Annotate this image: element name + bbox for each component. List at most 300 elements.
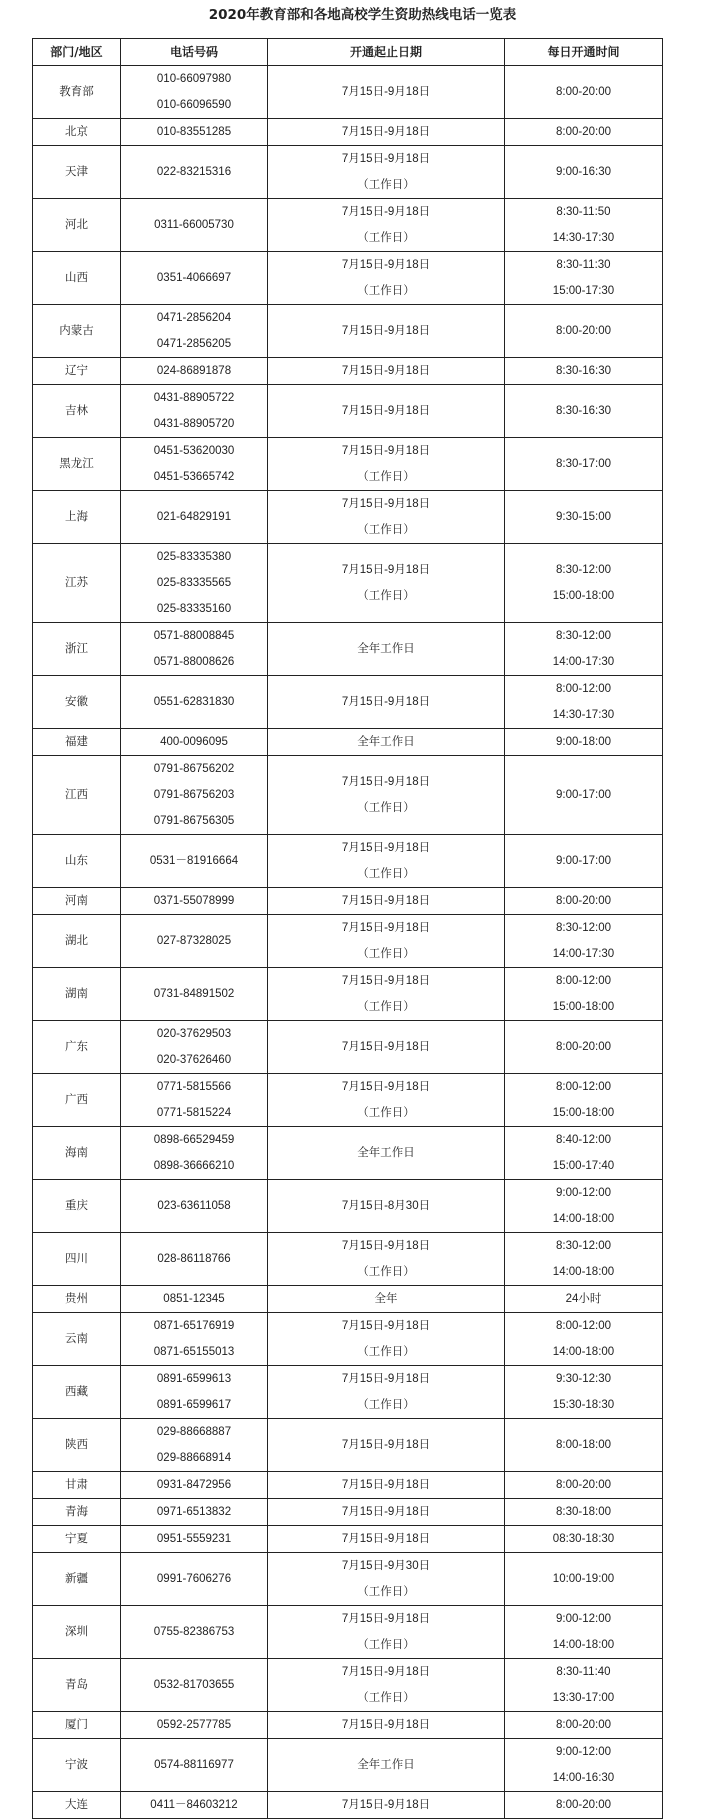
phone-cell [121, 1127, 268, 1180]
table-row [33, 66, 663, 119]
dates-cell [268, 1286, 505, 1313]
region-cell: 厦门 [33, 1712, 121, 1739]
hours-line: 15:30-18:30 [552, 1399, 615, 1411]
dates-cell [268, 1659, 505, 1712]
phone-line: 0371-55078999 [153, 895, 235, 907]
dates-cell [268, 438, 505, 491]
hours-cell [505, 1074, 663, 1127]
hours-line: 8:00-20:00 [556, 1719, 611, 1731]
dates-cell [268, 1712, 505, 1739]
hours-line: 9:00-12:00 [556, 1613, 611, 1625]
table-row [33, 1739, 663, 1792]
hours-line: 8:00-20:00 [556, 86, 611, 98]
region-cell: 辽宁 [33, 358, 121, 385]
dates-line: （工作日） [357, 868, 415, 880]
dates-cell [268, 252, 505, 305]
region-cell: 湖北 [33, 915, 121, 968]
phone-line: 0574-88116977 [154, 1759, 234, 1771]
dates-line: 7月15日-9月18日 [341, 1041, 431, 1053]
hours-line: 8:30-12:00 [556, 630, 611, 642]
phone-line: 0531－81916664 [149, 855, 239, 867]
region-cell: 重庆 [33, 1180, 121, 1233]
hours-line: 14:30-17:30 [552, 232, 615, 244]
hotline-table [32, 38, 663, 1819]
hours-line: 14:00-18:00 [552, 1639, 615, 1651]
dates-line: 7月15日-9月18日 [341, 405, 431, 417]
dates-line: 7月15日-9月18日 [341, 1240, 431, 1252]
region-cell: 上海 [33, 491, 121, 544]
table-row [33, 835, 663, 888]
dates-cell [268, 1606, 505, 1659]
phone-cell [121, 1739, 268, 1792]
table-row [33, 252, 663, 305]
phone-line: 0891-6599617 [156, 1399, 232, 1411]
header-dates: 开通起止日期 [268, 39, 505, 66]
table-row [33, 1499, 663, 1526]
phone-line: 024-86891878 [156, 365, 232, 377]
hours-cell [505, 1021, 663, 1074]
dates-cell [268, 888, 505, 915]
dates-line: （工作日） [357, 1001, 415, 1013]
dates-line: 7月15日-9月18日 [341, 1666, 431, 1678]
phone-cell [121, 1712, 268, 1739]
phone-line: 0471-2856204 [156, 312, 232, 324]
hours-cell [505, 1180, 663, 1233]
table-header-row [33, 39, 663, 66]
table-row [33, 438, 663, 491]
region-cell: 新疆 [33, 1553, 121, 1606]
dates-cell [268, 1499, 505, 1526]
region-cell: 广西 [33, 1074, 121, 1127]
hours-cell [505, 968, 663, 1021]
table-row [33, 1472, 663, 1499]
dates-line: 全年工作日 [357, 1147, 415, 1159]
hours-cell [505, 66, 663, 119]
hours-line: 9:00-16:30 [556, 166, 611, 178]
hours-line: 8:00-20:00 [556, 126, 611, 138]
hours-line: 8:00-18:00 [556, 1439, 611, 1451]
dates-cell [268, 676, 505, 729]
region-cell: 青岛 [33, 1659, 121, 1712]
phone-line: 0891-6599613 [156, 1373, 232, 1385]
phone-cell [121, 119, 268, 146]
hours-line: 8:30-12:00 [556, 922, 611, 934]
dates-line: 7月15日-9月30日 [341, 1560, 431, 1572]
header-hours: 每日开通时间 [505, 39, 663, 66]
table-row [33, 1659, 663, 1712]
dates-line: （工作日） [357, 1692, 415, 1704]
phone-line: 0532-81703655 [153, 1679, 235, 1691]
table-row [33, 729, 663, 756]
dates-cell [268, 199, 505, 252]
dates-line: 7月15日-9月18日 [341, 842, 431, 854]
dates-line: 7月15日-9月18日 [341, 86, 431, 98]
hours-line: 9:00-17:00 [556, 855, 611, 867]
region-cell: 四川 [33, 1233, 121, 1286]
dates-line: （工作日） [357, 1346, 415, 1358]
hours-line: 8:00-20:00 [556, 895, 611, 907]
hours-line: 08:30-18:30 [552, 1533, 615, 1545]
dates-line: 7月15日-9月18日 [341, 895, 431, 907]
dates-line: （工作日） [357, 1107, 415, 1119]
hours-cell [505, 146, 663, 199]
hours-cell [505, 1553, 663, 1606]
table-row [33, 146, 663, 199]
phone-line: 0931-8472956 [156, 1479, 232, 1491]
phone-cell [121, 305, 268, 358]
hours-cell [505, 676, 663, 729]
region-cell: 宁波 [33, 1739, 121, 1792]
hours-cell [505, 544, 663, 623]
phone-line: 0771-5815224 [156, 1107, 232, 1119]
hours-cell [505, 1659, 663, 1712]
dates-line: （工作日） [357, 524, 415, 536]
dates-cell [268, 1127, 505, 1180]
hours-line: 9:00-17:00 [556, 789, 611, 801]
phone-cell [121, 385, 268, 438]
dates-line: 全年工作日 [357, 736, 415, 748]
phone-line: 027-87328025 [156, 935, 232, 947]
table-row [33, 1313, 663, 1366]
region-cell: 福建 [33, 729, 121, 756]
region-cell: 山东 [33, 835, 121, 888]
dates-line: 7月15日-9月18日 [341, 975, 431, 987]
hours-cell [505, 358, 663, 385]
table-row [33, 358, 663, 385]
phone-cell [121, 252, 268, 305]
phone-cell [121, 358, 268, 385]
hours-line: 8:00-12:00 [556, 683, 611, 695]
phone-cell [121, 1233, 268, 1286]
region-cell: 大连 [33, 1792, 121, 1819]
hours-line: 8:00-20:00 [556, 1479, 611, 1491]
phone-cell [121, 1553, 268, 1606]
dates-line: 7月15日-9月18日 [341, 1719, 431, 1731]
table-row [33, 1792, 663, 1819]
hours-cell [505, 491, 663, 544]
hours-cell [505, 888, 663, 915]
phone-line: 0571-88008626 [153, 656, 235, 668]
phone-line: 025-83335565 [156, 577, 232, 589]
phone-line: 0791-86756203 [153, 789, 235, 801]
phone-cell [121, 1792, 268, 1819]
phone-line: 0431-88905720 [153, 418, 235, 430]
dates-line: 全年 [374, 1293, 398, 1305]
table-row [33, 1606, 663, 1659]
phone-cell [121, 915, 268, 968]
phone-line: 0592-2577785 [156, 1719, 232, 1731]
hours-line: 8:00-12:00 [556, 1081, 611, 1093]
table-row [33, 968, 663, 1021]
header-phone: 电话号码 [121, 39, 268, 66]
hours-cell [505, 1366, 663, 1419]
table-row [33, 385, 663, 438]
dates-cell [268, 305, 505, 358]
page-title: 2020年教育部和各地高校学生资助热线电话一览表 [208, 7, 517, 23]
phone-cell [121, 756, 268, 835]
hours-cell [505, 385, 663, 438]
table-row [33, 1419, 663, 1472]
hours-line: 8:30-12:00 [556, 1240, 611, 1252]
phone-line: 0791-86756202 [153, 763, 235, 775]
hours-line: 8:30-16:30 [556, 365, 611, 377]
phone-line: 025-83335380 [156, 551, 232, 563]
dates-cell [268, 544, 505, 623]
hours-line: 8:00-12:00 [556, 975, 611, 987]
phone-line: 400-0096095 [160, 736, 228, 748]
phone-cell [121, 491, 268, 544]
phone-cell [121, 888, 268, 915]
dates-cell [268, 1739, 505, 1792]
table-row [33, 544, 663, 623]
phone-line: 0551-62831830 [153, 696, 235, 708]
table-row [33, 1127, 663, 1180]
region-cell: 宁夏 [33, 1526, 121, 1553]
hours-line: 14:30-17:30 [552, 709, 615, 721]
dates-line: （工作日） [357, 232, 415, 244]
region-cell: 安徽 [33, 676, 121, 729]
hours-line: 14:00-17:30 [552, 948, 615, 960]
phone-line: 0871-65155013 [153, 1346, 235, 1358]
dates-line: 7月15日-9月18日 [341, 325, 431, 337]
dates-line: 7月15日-9月18日 [341, 1081, 431, 1093]
dates-cell [268, 1021, 505, 1074]
hours-line: 8:30-18:00 [556, 1506, 611, 1518]
hours-line: 15:00-18:00 [552, 1001, 615, 1013]
region-cell: 北京 [33, 119, 121, 146]
phone-cell [121, 729, 268, 756]
table-row [33, 491, 663, 544]
region-cell: 贵州 [33, 1286, 121, 1313]
hours-line: 8:30-16:30 [556, 405, 611, 417]
region-cell: 深圳 [33, 1606, 121, 1659]
region-cell: 吉林 [33, 385, 121, 438]
phone-line: 0471-2856205 [156, 338, 232, 350]
table-row [33, 1074, 663, 1127]
hours-cell [505, 252, 663, 305]
phone-cell [121, 1180, 268, 1233]
phone-line: 0731-84891502 [153, 988, 235, 1000]
phone-line: 010-83551285 [156, 126, 232, 138]
dates-cell [268, 915, 505, 968]
dates-line: （工作日） [357, 285, 415, 297]
dates-line: （工作日） [357, 471, 415, 483]
phone-cell [121, 1286, 268, 1313]
hours-cell [505, 1792, 663, 1819]
hours-line: 14:00-18:00 [552, 1266, 615, 1278]
hours-line: 8:30-17:00 [556, 458, 611, 470]
table-row [33, 305, 663, 358]
phone-cell [121, 1366, 268, 1419]
dates-line: 7月15日-9月18日 [341, 1799, 431, 1811]
hours-line: 9:30-15:00 [556, 511, 611, 523]
hours-line: 8:00-12:00 [556, 1320, 611, 1332]
phone-line: 029-88668887 [156, 1426, 232, 1438]
table-row [33, 756, 663, 835]
dates-line: （工作日） [357, 948, 415, 960]
dates-line: 7月15日-9月18日 [341, 365, 431, 377]
phone-line: 0871-65176919 [153, 1320, 235, 1332]
dates-line: （工作日） [357, 1586, 415, 1598]
phone-line: 020-37629503 [156, 1028, 232, 1040]
hours-cell [505, 1419, 663, 1472]
dates-line: 全年工作日 [357, 1759, 415, 1771]
region-cell: 云南 [33, 1313, 121, 1366]
phone-line: 0951-5559231 [156, 1533, 232, 1545]
dates-cell [268, 146, 505, 199]
dates-line: 7月15日-9月18日 [341, 153, 431, 165]
dates-line: （工作日） [357, 1266, 415, 1278]
hours-cell [505, 1233, 663, 1286]
region-cell: 西藏 [33, 1366, 121, 1419]
region-cell: 江苏 [33, 544, 121, 623]
dates-line: （工作日） [357, 590, 415, 602]
region-cell: 广东 [33, 1021, 121, 1074]
dates-line: 7月15日-9月18日 [341, 1479, 431, 1491]
dates-cell [268, 1313, 505, 1366]
hours-cell [505, 915, 663, 968]
dates-cell [268, 1180, 505, 1233]
hours-line: 9:00-18:00 [556, 736, 611, 748]
dates-line: （工作日） [357, 179, 415, 191]
table-row [33, 676, 663, 729]
dates-line: 7月15日-9月18日 [341, 206, 431, 218]
hours-cell [505, 1313, 663, 1366]
dates-cell [268, 1792, 505, 1819]
dates-cell [268, 968, 505, 1021]
table-row [33, 199, 663, 252]
phone-line: 0351-4066697 [156, 272, 232, 284]
region-cell: 黑龙江 [33, 438, 121, 491]
dates-cell [268, 119, 505, 146]
dates-line: （工作日） [357, 802, 415, 814]
dates-cell [268, 1233, 505, 1286]
hours-cell [505, 623, 663, 676]
dates-line: 7月15日-9月18日 [341, 1533, 431, 1545]
hours-cell [505, 438, 663, 491]
phone-cell [121, 199, 268, 252]
hours-cell [505, 756, 663, 835]
phone-line: 022-83215316 [156, 166, 232, 178]
hours-line: 14:00-18:00 [552, 1213, 615, 1225]
hours-line: 15:00-17:30 [552, 285, 615, 297]
dates-line: 7月15日-9月18日 [341, 564, 431, 576]
hours-line: 10:00-19:00 [552, 1573, 615, 1585]
phone-cell [121, 1526, 268, 1553]
dates-cell [268, 491, 505, 544]
region-cell: 陕西 [33, 1419, 121, 1472]
phone-cell [121, 1419, 268, 1472]
phone-cell [121, 1499, 268, 1526]
table-row [33, 915, 663, 968]
phone-line: 0971-6513832 [156, 1506, 232, 1518]
dates-cell [268, 623, 505, 676]
hours-cell [505, 1472, 663, 1499]
hours-line: 9:00-12:00 [556, 1746, 611, 1758]
hours-line: 8:00-20:00 [556, 1041, 611, 1053]
hours-line: 9:30-12:30 [556, 1373, 611, 1385]
hours-line: 24小时 [565, 1293, 602, 1305]
phone-line: 029-88668914 [156, 1452, 232, 1464]
phone-line: 0898-66529459 [153, 1134, 235, 1146]
dates-cell [268, 66, 505, 119]
dates-cell [268, 835, 505, 888]
hours-line: 15:00-18:00 [552, 590, 615, 602]
region-cell: 湖南 [33, 968, 121, 1021]
table-row [33, 888, 663, 915]
table-row [33, 1526, 663, 1553]
phone-line: 0411－84603212 [150, 1799, 238, 1811]
phone-line: 0451-53620030 [153, 445, 235, 457]
hours-line: 15:00-17:40 [552, 1160, 615, 1172]
dates-cell [268, 729, 505, 756]
hours-cell [505, 835, 663, 888]
phone-line: 0451-53665742 [153, 471, 235, 483]
phone-cell [121, 66, 268, 119]
dates-line: （工作日） [357, 1639, 415, 1651]
hours-line: 8:00-20:00 [556, 1799, 611, 1811]
hours-line: 8:30-11:40 [556, 1666, 611, 1678]
phone-cell [121, 1472, 268, 1499]
dates-line: 7月15日-9月18日 [341, 445, 431, 457]
region-cell: 江西 [33, 756, 121, 835]
hours-cell [505, 1526, 663, 1553]
phone-line: 0991-7606276 [156, 1573, 232, 1585]
phone-cell [121, 1313, 268, 1366]
hours-line: 15:00-18:00 [552, 1107, 615, 1119]
phone-cell [121, 676, 268, 729]
dates-line: （工作日） [357, 1399, 415, 1411]
hours-line: 14:00-18:00 [552, 1346, 615, 1358]
phone-cell [121, 968, 268, 1021]
dates-cell [268, 1472, 505, 1499]
hours-cell [505, 729, 663, 756]
dates-cell [268, 756, 505, 835]
table-row [33, 1021, 663, 1074]
hours-line: 14:00-16:30 [552, 1772, 615, 1784]
region-cell: 河北 [33, 199, 121, 252]
dates-cell [268, 1526, 505, 1553]
phone-line: 028-86118766 [157, 1253, 231, 1265]
hours-cell [505, 1499, 663, 1526]
dates-cell [268, 1366, 505, 1419]
phone-line: 021-64829191 [156, 511, 232, 523]
phone-cell [121, 1659, 268, 1712]
phone-line: 0571-88008845 [153, 630, 235, 642]
phone-line: 023-63611058 [157, 1200, 231, 1212]
hours-line: 13:30-17:00 [552, 1692, 615, 1704]
dates-line: 7月15日-9月18日 [341, 1320, 431, 1332]
dates-line: 7月15日-9月18日 [341, 1506, 431, 1518]
dates-cell [268, 1419, 505, 1472]
dates-line: 7月15日-9月18日 [341, 1613, 431, 1625]
dates-cell [268, 385, 505, 438]
header-region: 部门/地区 [33, 39, 121, 66]
table-row [33, 1366, 663, 1419]
region-cell: 天津 [33, 146, 121, 199]
hours-cell [505, 199, 663, 252]
table-row [33, 1180, 663, 1233]
hours-line: 9:00-12:00 [556, 1187, 611, 1199]
phone-cell [121, 835, 268, 888]
phone-cell [121, 1021, 268, 1074]
region-cell: 浙江 [33, 623, 121, 676]
hours-cell [505, 1606, 663, 1659]
hours-line: 8:40-12:00 [556, 1134, 611, 1146]
phone-line: 020-37626460 [156, 1054, 232, 1066]
phone-cell [121, 146, 268, 199]
dates-line: 7月15日-9月18日 [341, 259, 431, 271]
